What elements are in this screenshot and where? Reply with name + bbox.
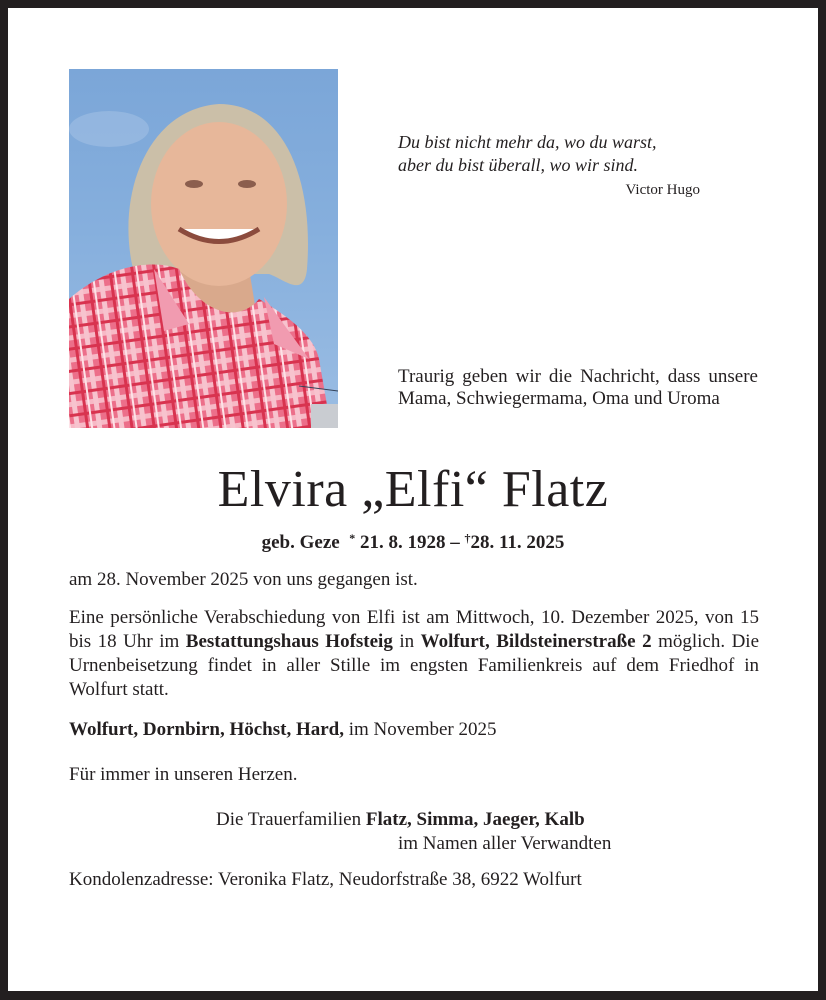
portrait-photo xyxy=(69,69,338,428)
funeral-home-address: Wolfurt, Bildsteinerstraße 2 xyxy=(420,631,652,652)
intro-text: Traurig geben wir die Nachricht, dass unsere Mama, Schwiegermama, Oma und Uroma xyxy=(398,366,758,409)
notice-date: im November 2025 xyxy=(343,719,497,740)
farewell-text-1: Eine persönliche Verabschiedung von Elfi ist am Mittwoch, 10. Dezember 2025, von 15 bis 18 Uhr im xyxy=(69,607,759,652)
farewell-text-2: in xyxy=(392,631,421,652)
birth-death-dates xyxy=(8,526,818,555)
obituary-notice xyxy=(8,8,818,991)
birth-star-icon: * xyxy=(349,531,356,545)
birth-date: 21. 8. 1928 xyxy=(359,532,446,553)
quote-author: Victor Hugo xyxy=(625,182,700,198)
closing-line: Für immer in unseren Herzen. xyxy=(69,764,298,785)
passed-away-text: am 28. November 2025 von uns gegangen ist. xyxy=(69,569,418,590)
death-cross-icon: † xyxy=(464,531,471,545)
memorial-quote xyxy=(398,131,718,177)
places-list: Wolfurt, Dornbirn, Höchst, Hard, xyxy=(69,719,344,740)
portrait-illustration xyxy=(69,69,338,428)
signature-line-1 xyxy=(216,808,585,832)
quote-line-2: aber du bist überall, wo wir sind. xyxy=(398,155,639,175)
farewell-text-3: möglich. Die Urnenbeisetzung findet in aller Stille im engsten Familienkreis auf dem Friedhof in Wolfurt statt. xyxy=(69,631,760,700)
farewell-paragraph xyxy=(69,606,759,702)
signature-prefix: Die Trauerfamilien xyxy=(216,809,366,830)
signature-line-2: im Namen aller Verwandten xyxy=(398,833,612,854)
places-and-date xyxy=(69,718,759,742)
date-separator: – xyxy=(450,532,460,553)
quote-line-1: Du bist nicht mehr da, wo du warst, xyxy=(398,132,657,152)
death-date: 28. 11. 2025 xyxy=(470,532,565,553)
funeral-home-name: Bestattungshaus Hofsteig xyxy=(185,631,393,652)
family-names: Flatz, Simma, Jaeger, Kalb xyxy=(365,809,585,830)
condolence-address: Kondolenzadresse: Veronika Flatz, Neudorfstraße 38, 6922 Wolfurt xyxy=(69,869,582,890)
deceased-name: Elvira „Elfi“ Flatz xyxy=(217,461,609,518)
maiden-name: geb. Geze xyxy=(261,532,340,553)
